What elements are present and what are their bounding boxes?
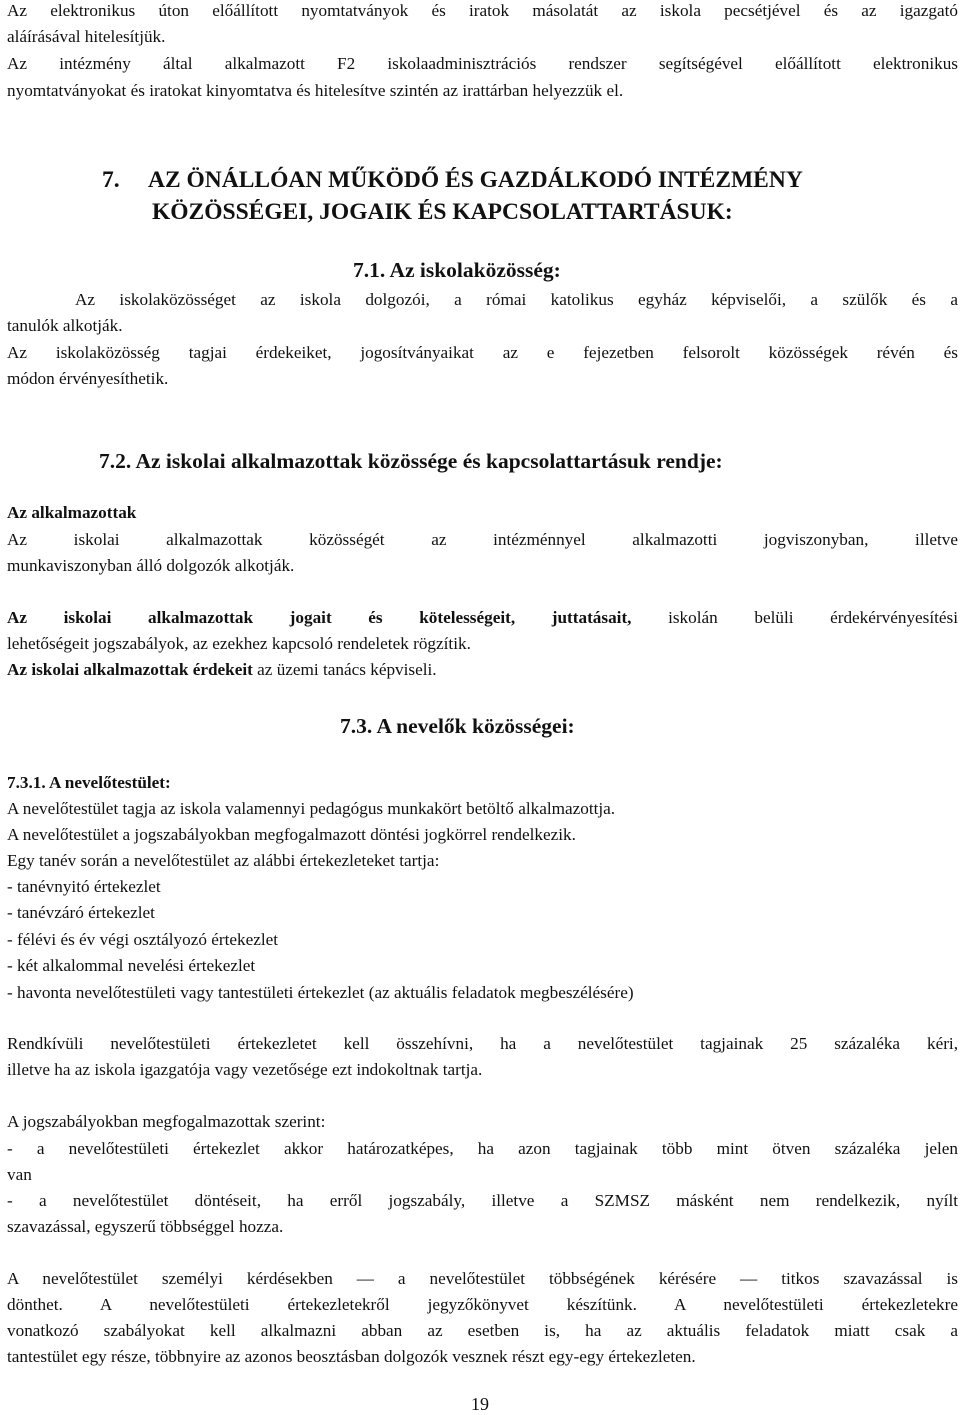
- list-item: - havonta nevelőtestületi vagy tantestületi értekezlet (az aktuális feladatok megbeszélésére): [7, 983, 634, 1002]
- paragraph-line: Az iskolai alkalmazottak közösségét az intézménnyel alkalmazotti jogviszonyban, illetve: [7, 530, 958, 549]
- paragraph-line: Az iskolaközösséget az iskola dolgozói, a római katolikus egyház képviselői, a szülők és a: [75, 290, 958, 309]
- subsection-heading-7-3-1: 7.3.1. A nevelőtestület:: [7, 773, 171, 792]
- chapter-number: 7.: [102, 167, 120, 193]
- chapter-title-line2: KÖZÖSSÉGEI, JOGAIK ÉS KAPCSOLATTARTÁSUK:: [152, 199, 733, 225]
- paragraph-line: A jogszabályokban megfogalmazottak szerint:: [7, 1112, 326, 1131]
- paragraph-line: szavazással, egyszerű többséggel hozza.: [7, 1217, 284, 1236]
- list-item: - félévi és év végi osztályozó értekezlet: [7, 930, 279, 949]
- paragraph-line: tanulók alkotják.: [7, 316, 123, 335]
- paragraph-line: A nevelőtestület tagja az iskola valamennyi pedagógus munkakört betöltő alkalmazottja.: [7, 799, 616, 818]
- intro-line: nyomtatványokat és iratokat kinyomtatva és hitelesítve szintén az irattárban helyezzük el.: [7, 81, 624, 100]
- bold-phrase: Az iskolai alkalmazottak jogait és kötelességeit, juttatásait,: [7, 608, 632, 627]
- paragraph-line: módon érvényesíthetik.: [7, 369, 169, 388]
- chapter-title-line1: AZ ÖNÁLLÓAN MŰKÖDŐ ÉS GAZDÁLKODÓ INTÉZMÉNY: [148, 167, 803, 193]
- paragraph-line: [7, 607, 958, 629]
- paragraph-line: Az iskolaközösség tagjai érdekeiket, jogosítványaikat az e fejezetben felsorolt közösségek révén és: [7, 343, 958, 362]
- paragraph-line: - a nevelőtestület döntéseit, ha erről jogszabály, illetve a SZMSZ másként nem rendelkezik, nyílt: [7, 1191, 958, 1210]
- paragraph-line: dönthet. A nevelőtestületi értekezletekről jegyzőkönyvet készítünk. A nevelőtestületi értekezletekre: [7, 1295, 958, 1314]
- section-heading-7-3: 7.3. A nevelők közösségei:: [340, 714, 575, 738]
- text-run: az üzemi tanács képviseli.: [252, 660, 437, 679]
- paragraph-line: munkaviszonyban álló dolgozók alkotják.: [7, 556, 295, 575]
- paragraph-line: Rendkívüli nevelőtestületi értekezletet kell összehívni, ha a nevelőtestület tagjainak 25 százaléka kéri,: [7, 1034, 958, 1053]
- paragraph-line: [7, 659, 958, 681]
- intro-line: Az elektronikus úton előállított nyomtatványok és iratok másolatát az iskola pecsétjével és az igazgató: [7, 1, 958, 20]
- text-run: iskolán belüli érdekérvényesítési: [631, 608, 958, 627]
- paragraph-line: A nevelőtestület személyi kérdésekben — a nevelőtestület többségének kérésére — titkos szavazással is: [7, 1269, 958, 1288]
- intro-line: aláírásával hitelesítjük.: [7, 27, 166, 46]
- paragraph-line: lehetőségeit jogszabályok, az ezekhez kapcsoló rendeletek rögzítik.: [7, 634, 471, 653]
- list-item: - tanévzáró értekezlet: [7, 903, 155, 922]
- paragraph-line: illetve ha az iskola igazgatója vagy vezetősége ezt indokoltnak tartja.: [7, 1060, 483, 1079]
- page-number: 19: [471, 1394, 489, 1414]
- subheading-alkalmazottak: Az alkalmazottak: [7, 503, 137, 522]
- paragraph-line: tantestület egy része, többnyire az azonos beosztásban dolgozók vesznek részt egy-egy értekezleten.: [7, 1347, 696, 1366]
- section-heading-7-2: 7.2. Az iskolai alkalmazottak közössége és kapcsolattartásuk rendje:: [99, 449, 723, 473]
- paragraph-line: Egy tanév során a nevelőtestület az alábbi értekezleteket tartja:: [7, 851, 440, 870]
- paragraph-line: - a nevelőtestületi értekezlet akkor határozatképes, ha azon tagjainak több mint ötven százaléka jelen: [7, 1139, 958, 1158]
- list-item: - tanévnyitó értekezlet: [7, 877, 161, 896]
- list-item: - két alkalommal nevelési értekezlet: [7, 956, 256, 975]
- bold-phrase: Az iskolai alkalmazottak érdekeit: [7, 660, 253, 679]
- paragraph-line: vonatkozó szabályokat kell alkalmazni abban az esetben is, ha az aktuális feladatok miatt csak a: [7, 1321, 958, 1340]
- paragraph-line: A nevelőtestület a jogszabályokban megfogalmazott döntési jogkörrel rendelkezik.: [7, 825, 576, 844]
- intro-line: Az intézmény által alkalmazott F2 iskolaadminisztrációs rendszer segítségével előállított elektronikus: [7, 54, 958, 73]
- section-heading-7-1: 7.1. Az iskolaközösség:: [353, 258, 561, 282]
- paragraph-line: van: [7, 1165, 32, 1184]
